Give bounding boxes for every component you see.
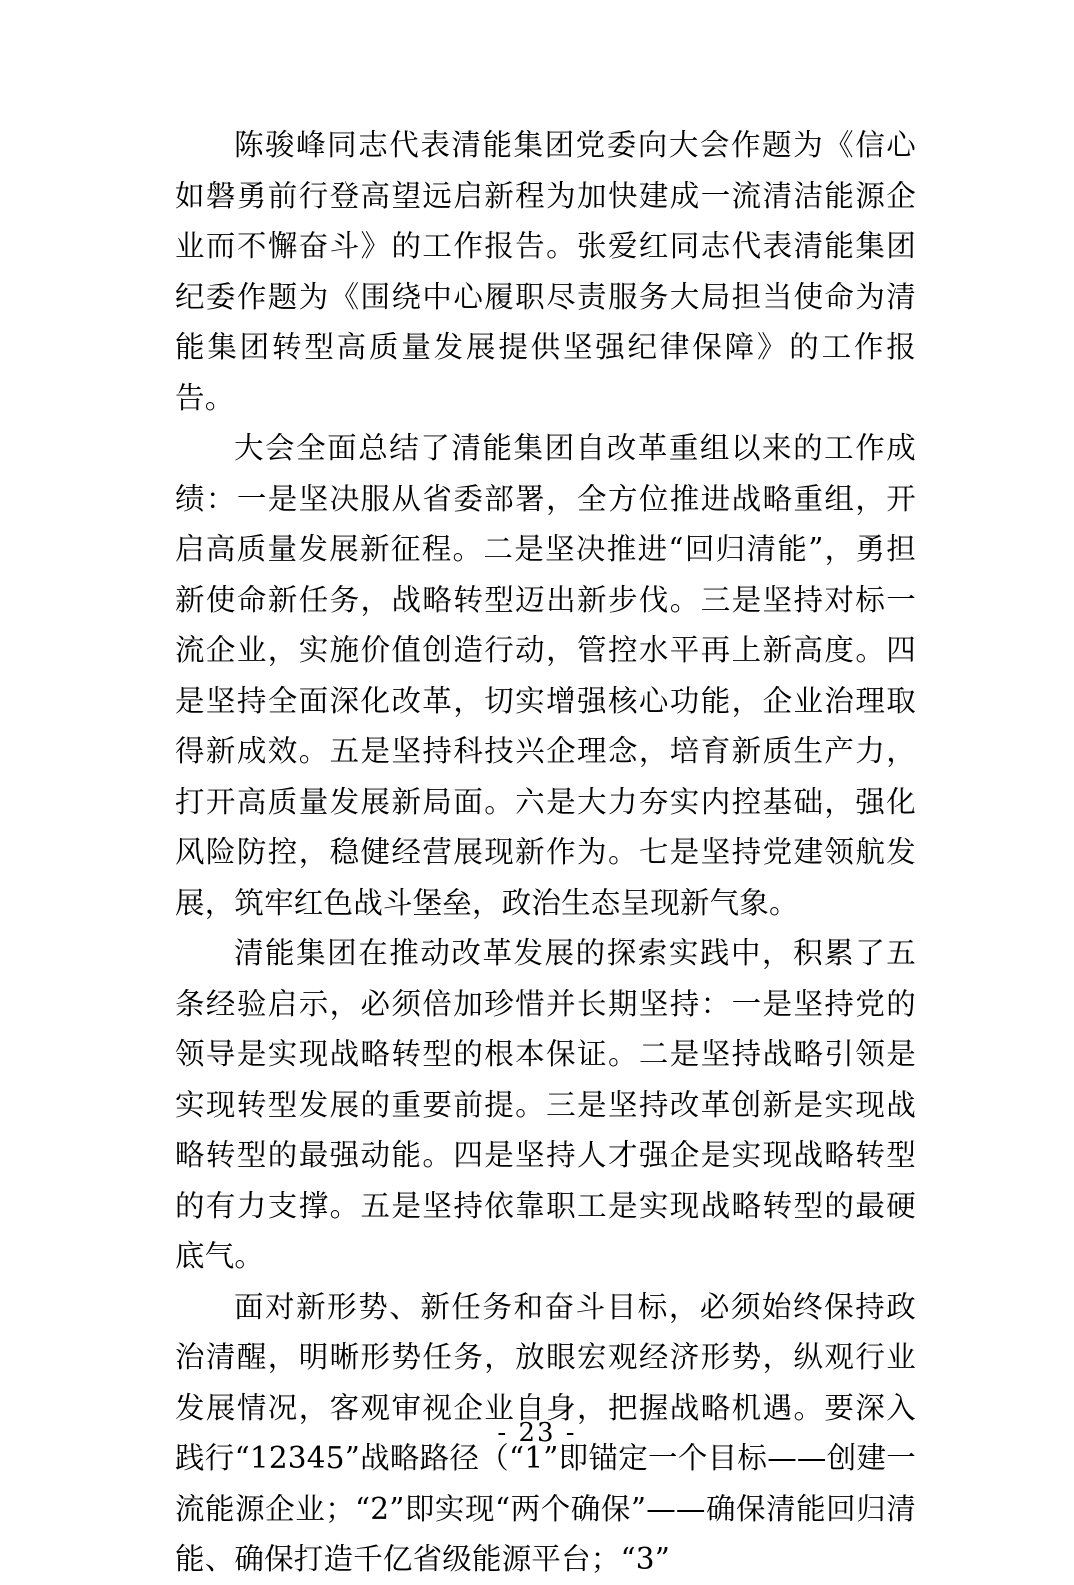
paragraph-2: 大会全面总结了清能集团自改革重组以来的工作成绩：一是坚决服从省委部署，全方位推进战略重组，开启高质量发展新征程。二是坚决推进“回归清能”，勇担新使命新任务，战略转型迈出新步伐。三是坚持对标一流企业，实施价值创造行动，管控水平再上新高度。四是坚持全面深化改革，切实增强核心功能，企业治理取得新成效。五是坚持科技兴企理念，培育新质生产力，打开高质量发展新局面。六是大力夯实内控基础，强化风险防控，稳健经营展现新作为。七是坚持党建领航发展，筑牢红色战斗堡垒，政治生态呈现新气象。: [175, 431, 916, 920]
paragraph-4: 面对新形势、新任务和奋斗目标，必须始终保持政治清醒，明晰形势任务，放眼宏观经济形势，纵观行业发展情况，客观审视企业自身，把握战略机遇。要深入践行“12345”战略路径（“1”即锚定一个目标——创建一流能源企业；“2”即实现“两个确保”——确保清能回归清能、确保打造千亿省级能源平台；“3”: [175, 1289, 916, 1576]
page-number: - 23 -: [497, 1418, 577, 1448]
paragraph-1: 陈骏峰同志代表清能集团党委向大会作题为《信心如磐勇前行登高望远启新程为加快建成一流清洁能源企业而不懈奋斗》的工作报告。张爱红同志代表清能集团纪委作题为《围绕中心履职尽责服务大局担当使命为清能集团转型高质量发展提供坚强纪律保障》的工作报告。: [175, 128, 916, 415]
document-body: [175, 120, 916, 1585]
paragraph-3: 清能集团在推动改革发展的探索实践中，积累了五条经验启示，必须倍加珍惜并长期坚持：一是坚持党的领导是实现战略转型的根本保证。二是坚持战略引领是实现转型发展的重要前提。三是坚持改革创新是实现战略转型的最强动能。四是坚持人才强企是实现战略转型的有力支撑。五是坚持依靠职工是实现战略转型的最硬底气。: [175, 936, 916, 1273]
